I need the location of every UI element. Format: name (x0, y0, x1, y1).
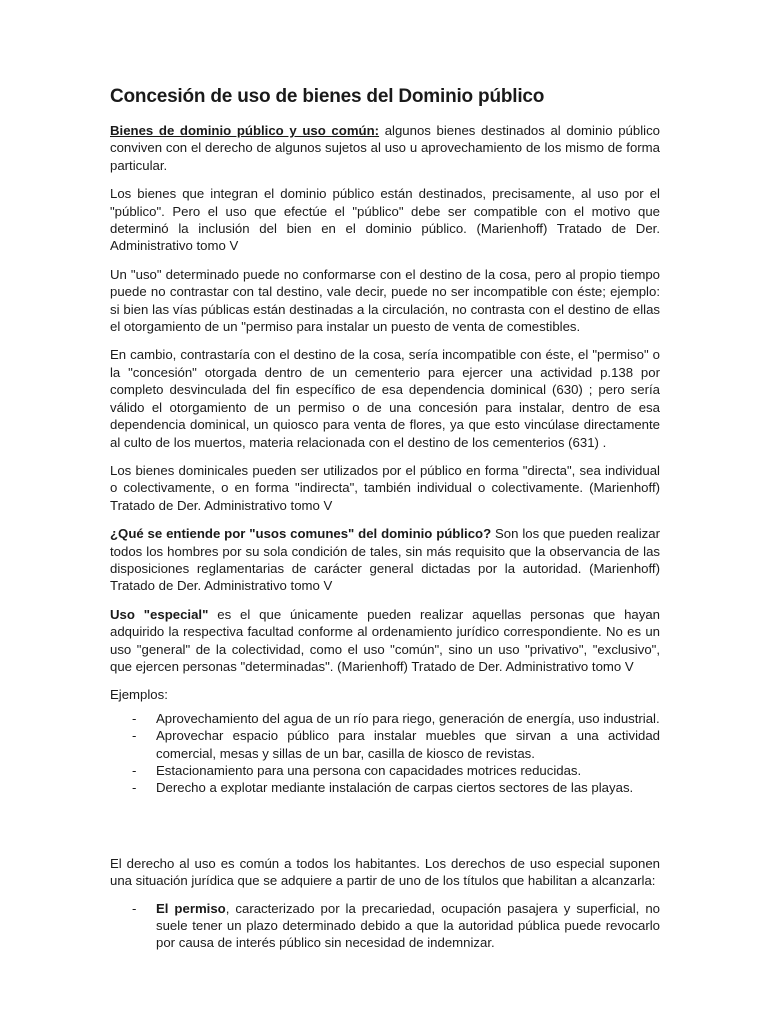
list-item: - Estacionamiento para una persona con capacidades motrices reducidas. (110, 762, 660, 779)
paragraph-7-text: es el que únicamente pueden realizar aquellas personas que hayan adquirido la respectiva facultad conforme al ordenamiento jurídico correspondiente. No es un uso "general" de la colectividad, como el uso "común", sino un uso "privativo", "exclusivo", que ejercen personas "determinadas". (Marienhoff) Tratado de Der. Administrativo tomo V (110, 606, 660, 674)
paragraph-2: Los bienes que integran el dominio público están destinados, precisamente, al uso por el "público". Pero el uso que efectúe el "público" debe ser compatible con el motivo que determinó la inclusión del bien en el dominio público. (Marienhoff) Tratado de Der. Administrativo tomo V (110, 186, 660, 254)
paragraph-6 (110, 525, 660, 595)
list-item (110, 900, 660, 952)
title-item-text: , caracterizado por la precariedad, ocupación pasajera y superficial, no suele tener un plazo determinado debido a que la autoridad pública puede revocarlo por causa de interés público sin necesidad de indemnizar. (156, 900, 660, 951)
paragraph-1-text: algunos bienes destinados al dominio público conviven con el derecho de algunos sujetos al uso u aprovechamiento de los mismo de forma particular. (110, 123, 660, 173)
paragraph-5: Los bienes dominicales pueden ser utilizados por el público en forma "directa", sea individual o colectivamente, o en forma "indirecta", también individual o colectivamente. (Marienhoff) Tratado de Der. Administrativo tomo V (110, 462, 660, 513)
list-item: - Aprovechamiento del agua de un río para riego, generación de energía, uso industrial. (110, 710, 660, 727)
paragraph-6-text: Son los que pueden realizar todos los hombres por su sola condición de tales, sin más requisito que la observancia de las disposiciones reglamentarias de carácter general dictadas por la autoridad. (Marienhoff) Tratado de Der. Administrativo tomo V (110, 526, 660, 594)
list-item: - Aprovechar espacio público para instalar muebles que sirvan a una actividad comercial, mesas y sillas de un bar, casilla de kiosco de revistas. (110, 727, 660, 762)
blank-space (110, 797, 660, 855)
paragraph-8: El derecho al uso es común a todos los habitantes. Los derechos de uso especial suponen una situación jurídica que se adquiere a partir de uno de los títulos que habilitan a alcanzarla: (110, 855, 660, 889)
paragraph-1-lead: Bienes de dominio público y uso común: (110, 123, 380, 138)
paragraph-6-lead: ¿Qué se entiende por "usos comunes" del dominio público? (110, 526, 492, 542)
paragraph-3: Un "uso" determinado puede no conformarse con el destino de la cosa, pero al propio tiempo puede no contrastar con tal destino, vale decir, puede no ser incompatible con éste; ejemplo: si bien las vías públicas están destinadas a la circulación, no contrasta con el destino de ellas el otorgamiento de un "permiso para instalar un puesto de venta de comestibles. (110, 266, 660, 335)
paragraph-4: En cambio, contrastaría con el destino de la cosa, sería incompatible con éste, el "permiso" o la "concesión" otorgada dentro de un cementerio para ejercer una actividad p.138 por completo desvinculada del fin específico de esa dependencia dominical (630) ; pero sería válido el otorgamiento de un permiso o de una concesión para instalar, dentro de esa dependencia dominical, un quiosco para venta de flores, ya que esto vincúlase directamente al culto de los muertos, materia relacionada con el destino de los cementerios (631) . (110, 347, 660, 450)
examples-list (110, 710, 660, 797)
paragraph-7-lead: Uso "especial" (110, 606, 209, 622)
list-item: - Derecho a explotar mediante instalación de carpas ciertos sectores de las playas. (110, 779, 660, 796)
paragraph-1 (110, 122, 660, 174)
page-title: Concesión de uso de bienes del Dominio público (110, 86, 545, 107)
titles-list (110, 900, 660, 952)
paragraph-7 (110, 606, 660, 676)
examples-label: Ejemplos: (110, 687, 168, 703)
title-item-lead: El permiso (156, 900, 226, 916)
